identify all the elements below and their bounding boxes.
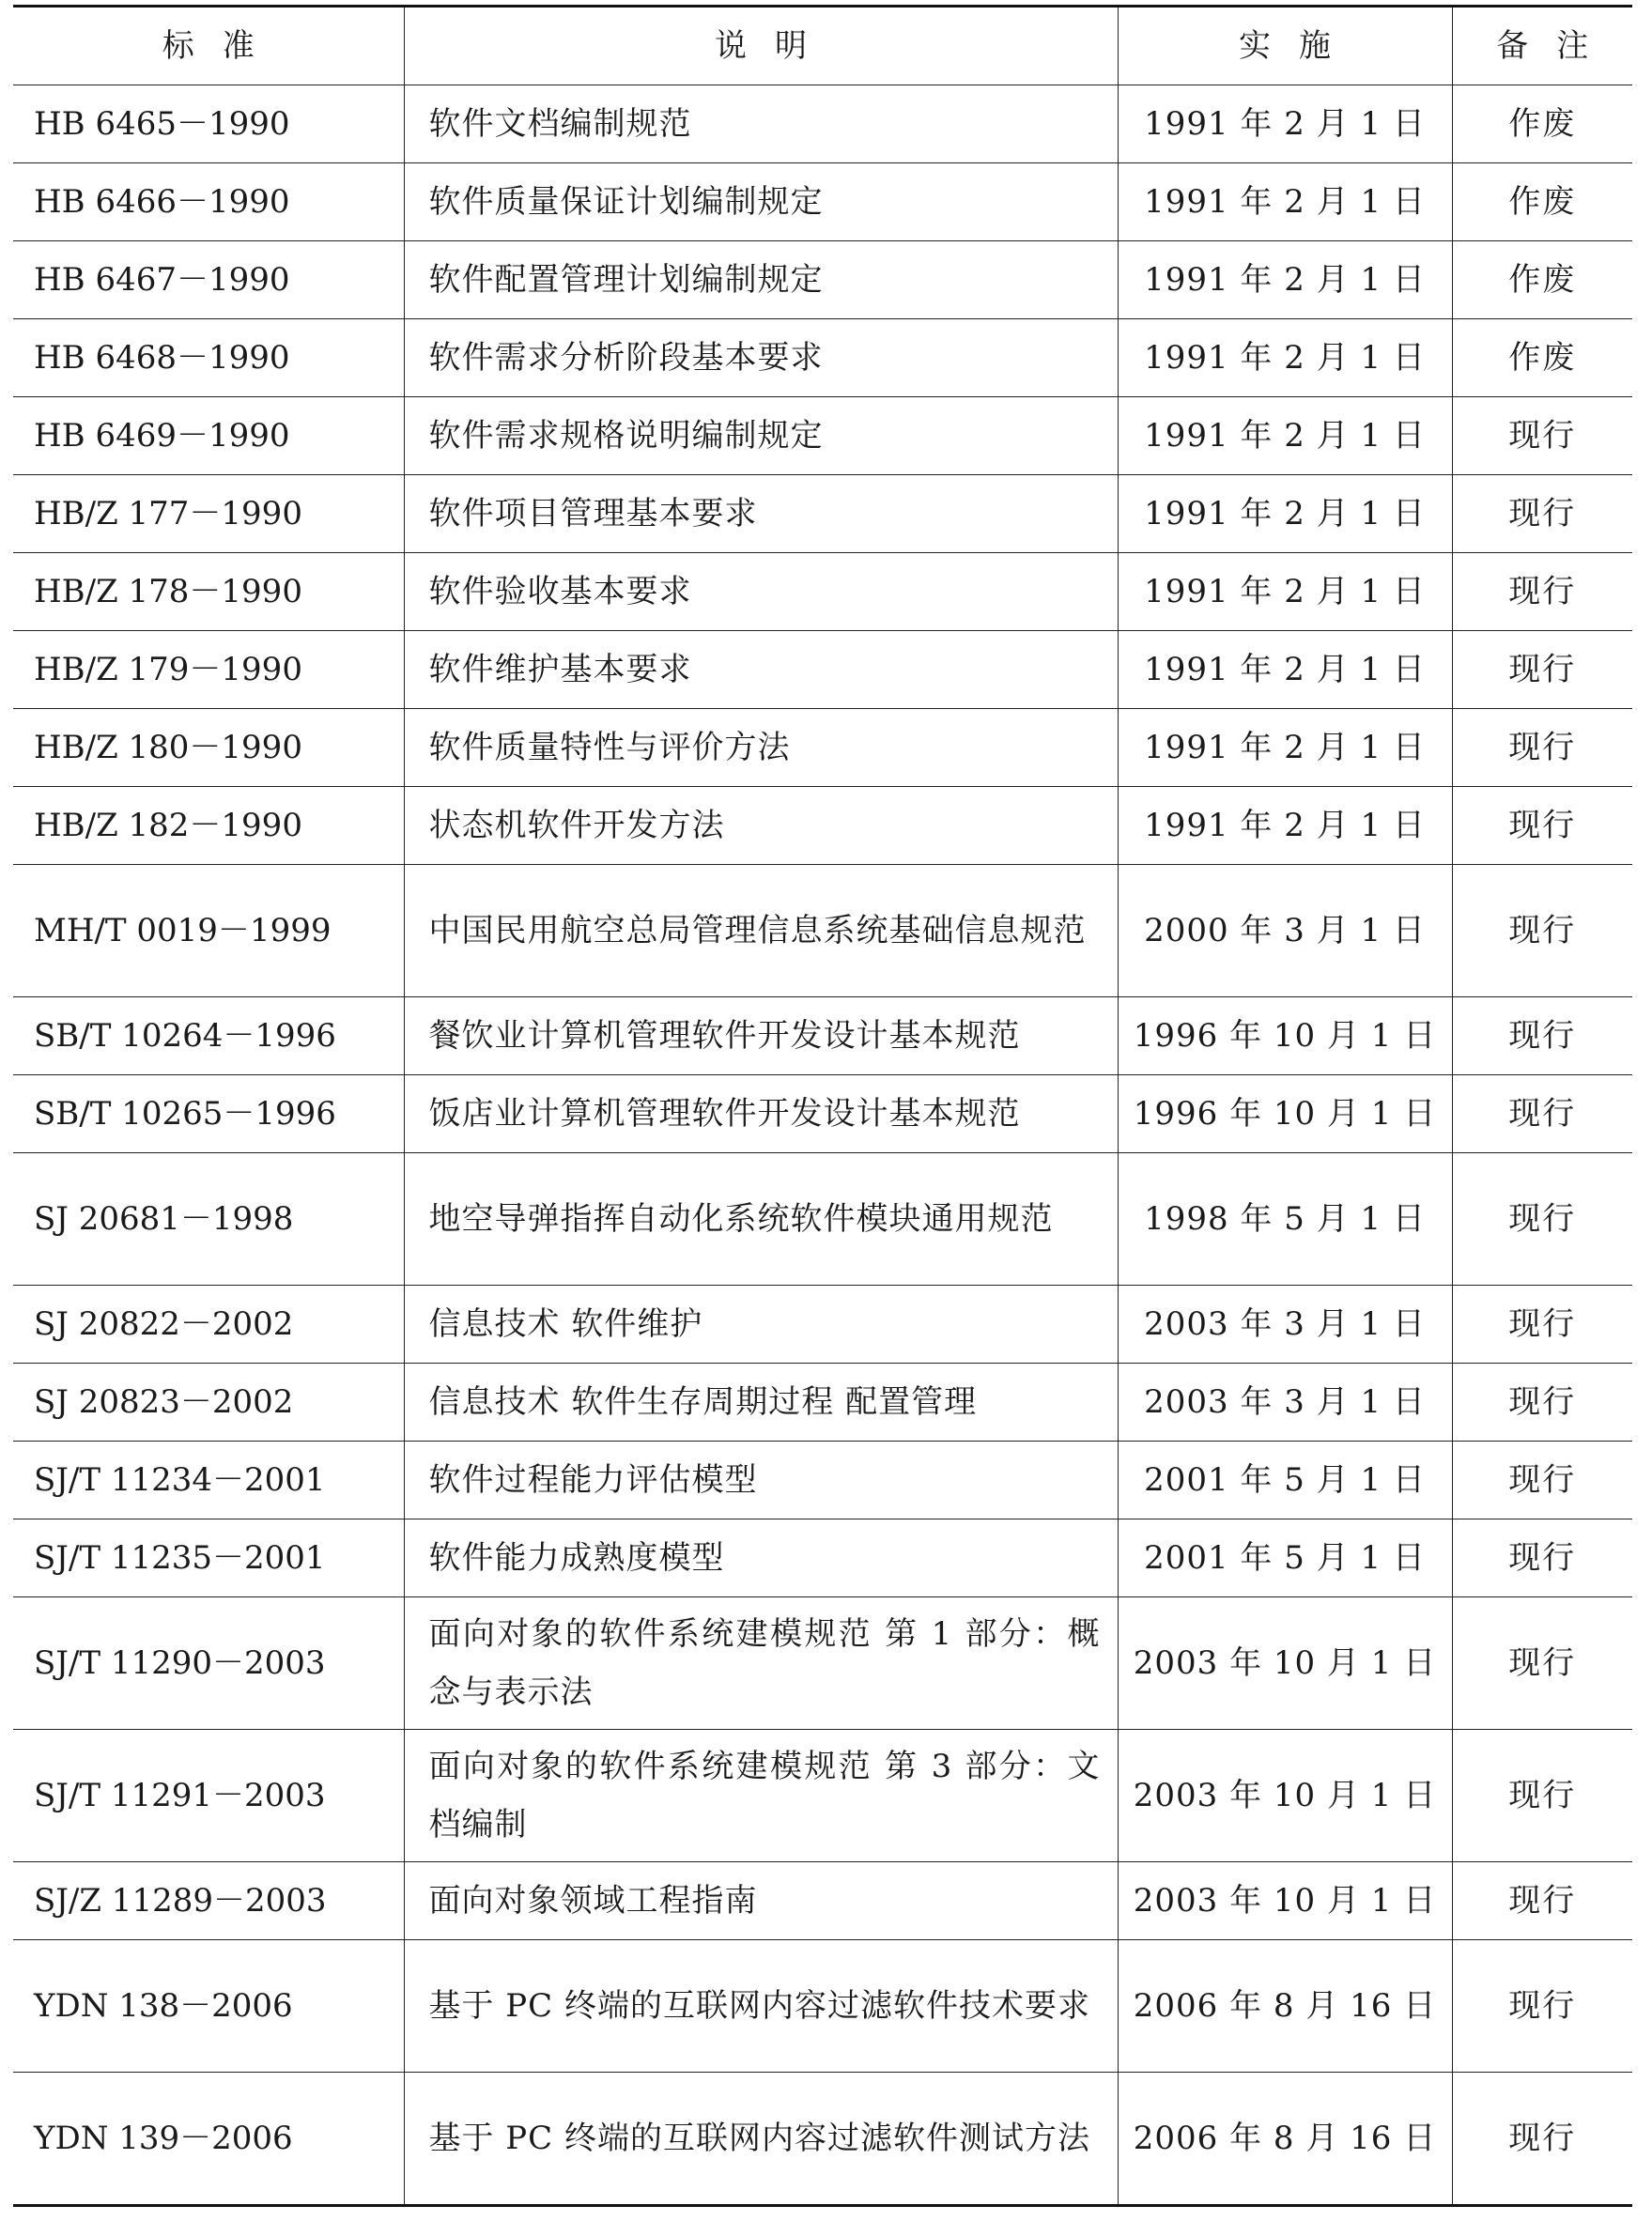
table-row	[13, 631, 1632, 709]
table-row	[13, 319, 1632, 397]
remark-cell: 作废	[1452, 319, 1632, 397]
table-row	[13, 241, 1632, 319]
effective-date-cell: 1996 年 10 月 1 日	[1118, 1075, 1452, 1153]
standard-code-cell: HB/Z 178－1990	[13, 553, 404, 631]
description-cell: 软件配置管理计划编制规定	[404, 241, 1118, 319]
standard-code-cell: HB/Z 180－1990	[13, 709, 404, 787]
table-row	[13, 1442, 1632, 1519]
table-row	[13, 1364, 1632, 1442]
standard-code-cell: SB/T 10264－1996	[13, 997, 404, 1075]
table-row	[13, 1286, 1632, 1364]
standard-code-cell: HB 6466－1990	[13, 163, 404, 241]
standard-code-cell: HB/Z 177－1990	[13, 475, 404, 553]
remark-cell: 现行	[1452, 1286, 1632, 1364]
remark-cell: 现行	[1452, 865, 1632, 997]
description-cell: 软件能力成熟度模型	[404, 1519, 1118, 1597]
description-cell: 信息技术 软件生存周期过程 配置管理	[404, 1364, 1118, 1442]
effective-date-cell: 2001 年 5 月 1 日	[1118, 1442, 1452, 1519]
description-cell: 软件需求规格说明编制规定	[404, 397, 1118, 475]
description-cell: 基于 PC 终端的互联网内容过滤软件测试方法	[404, 2073, 1118, 2206]
remark-cell: 现行	[1452, 1075, 1632, 1153]
standard-code-cell: YDN 139－2006	[13, 2073, 404, 2206]
table-row	[13, 1940, 1632, 2073]
remark-cell: 现行	[1452, 631, 1632, 709]
header-remark: 备注	[1452, 7, 1632, 85]
description-cell: 状态机软件开发方法	[404, 787, 1118, 865]
description-cell: 地空导弹指挥自动化系统软件模块通用规范	[404, 1153, 1118, 1286]
standard-code-cell: SJ/Z 11289－2003	[13, 1862, 404, 1940]
effective-date-cell: 1991 年 2 月 1 日	[1118, 553, 1452, 631]
table-row	[13, 163, 1632, 241]
table-row	[13, 397, 1632, 475]
remark-cell: 现行	[1452, 2073, 1632, 2206]
standards-table	[13, 5, 1632, 2207]
remark-cell: 现行	[1452, 1442, 1632, 1519]
effective-date-cell: 1991 年 2 月 1 日	[1118, 397, 1452, 475]
table-row	[13, 1153, 1632, 1286]
remark-cell: 现行	[1452, 1940, 1632, 2073]
table-row	[13, 475, 1632, 553]
table-row	[13, 1519, 1632, 1597]
table-row	[13, 2073, 1632, 2206]
table-row	[13, 709, 1632, 787]
table-row	[13, 1597, 1632, 1730]
description-cell: 餐饮业计算机管理软件开发设计基本规范	[404, 997, 1118, 1075]
effective-date-cell: 2006 年 8 月 16 日	[1118, 1940, 1452, 2073]
effective-date-cell: 2000 年 3 月 1 日	[1118, 865, 1452, 997]
standard-code-cell: HB 6467－1990	[13, 241, 404, 319]
remark-cell: 作废	[1452, 85, 1632, 163]
remark-cell: 现行	[1452, 997, 1632, 1075]
effective-date-cell: 2003 年 3 月 1 日	[1118, 1286, 1452, 1364]
effective-date-cell: 1991 年 2 月 1 日	[1118, 631, 1452, 709]
standard-code-cell: SJ/T 11291－2003	[13, 1730, 404, 1862]
remark-cell: 现行	[1452, 1862, 1632, 1940]
effective-date-cell: 1998 年 5 月 1 日	[1118, 1153, 1452, 1286]
description-cell: 软件文档编制规范	[404, 85, 1118, 163]
effective-date-cell: 1991 年 2 月 1 日	[1118, 241, 1452, 319]
standard-code-cell: SJ/T 11234－2001	[13, 1442, 404, 1519]
description-cell: 饭店业计算机管理软件开发设计基本规范	[404, 1075, 1118, 1153]
table-row	[13, 787, 1632, 865]
description-cell: 面向对象的软件系统建模规范 第 1 部分：概念与表示法	[404, 1597, 1118, 1730]
effective-date-cell: 1991 年 2 月 1 日	[1118, 163, 1452, 241]
standard-code-cell: HB/Z 179－1990	[13, 631, 404, 709]
remark-cell: 现行	[1452, 553, 1632, 631]
standard-code-cell: MH/T 0019－1999	[13, 865, 404, 997]
remark-cell: 现行	[1452, 1597, 1632, 1730]
remark-cell: 作废	[1452, 241, 1632, 319]
standard-code-cell: YDN 138－2006	[13, 1940, 404, 2073]
description-cell: 面向对象的软件系统建模规范 第 3 部分：文档编制	[404, 1730, 1118, 1862]
table-row	[13, 553, 1632, 631]
effective-date-cell: 1991 年 2 月 1 日	[1118, 709, 1452, 787]
effective-date-cell: 1991 年 2 月 1 日	[1118, 319, 1452, 397]
remark-cell: 现行	[1452, 397, 1632, 475]
header-standard: 标准	[13, 7, 404, 85]
standard-code-cell: HB/Z 182－1990	[13, 787, 404, 865]
effective-date-cell: 2003 年 10 月 1 日	[1118, 1597, 1452, 1730]
effective-date-cell: 1991 年 2 月 1 日	[1118, 787, 1452, 865]
standard-code-cell: SJ 20823－2002	[13, 1364, 404, 1442]
table-row	[13, 85, 1632, 163]
table-row	[13, 997, 1632, 1075]
standard-code-cell: SJ/T 11235－2001	[13, 1519, 404, 1597]
description-cell: 软件质量保证计划编制规定	[404, 163, 1118, 241]
description-cell: 软件维护基本要求	[404, 631, 1118, 709]
table-body	[13, 85, 1632, 2206]
description-cell: 软件质量特性与评价方法	[404, 709, 1118, 787]
description-cell: 基于 PC 终端的互联网内容过滤软件技术要求	[404, 1940, 1118, 2073]
description-cell: 软件验收基本要求	[404, 553, 1118, 631]
description-cell: 面向对象领域工程指南	[404, 1862, 1118, 1940]
effective-date-cell: 2001 年 5 月 1 日	[1118, 1519, 1452, 1597]
effective-date-cell: 2003 年 10 月 1 日	[1118, 1730, 1452, 1862]
header-row	[13, 7, 1632, 85]
effective-date-cell: 1991 年 2 月 1 日	[1118, 475, 1452, 553]
standard-code-cell: SJ 20681－1998	[13, 1153, 404, 1286]
standard-code-cell: SJ/T 11290－2003	[13, 1597, 404, 1730]
description-cell: 软件过程能力评估模型	[404, 1442, 1118, 1519]
effective-date-cell: 2003 年 10 月 1 日	[1118, 1862, 1452, 1940]
table-row	[13, 1075, 1632, 1153]
description-cell: 软件需求分析阶段基本要求	[404, 319, 1118, 397]
remark-cell: 现行	[1452, 1519, 1632, 1597]
effective-date-cell: 1996 年 10 月 1 日	[1118, 997, 1452, 1075]
table-row	[13, 1730, 1632, 1862]
effective-date-cell: 1991 年 2 月 1 日	[1118, 85, 1452, 163]
remark-cell: 现行	[1452, 787, 1632, 865]
standard-code-cell: HB 6469－1990	[13, 397, 404, 475]
description-cell: 软件项目管理基本要求	[404, 475, 1118, 553]
standard-code-cell: HB 6465－1990	[13, 85, 404, 163]
description-cell: 信息技术 软件维护	[404, 1286, 1118, 1364]
description-cell: 中国民用航空总局管理信息系统基础信息规范	[404, 865, 1118, 997]
header-description: 说明	[404, 7, 1118, 85]
remark-cell: 现行	[1452, 475, 1632, 553]
table-row	[13, 1862, 1632, 1940]
effective-date-cell: 2003 年 3 月 1 日	[1118, 1364, 1452, 1442]
effective-date-cell: 2006 年 8 月 16 日	[1118, 2073, 1452, 2206]
remark-cell: 现行	[1452, 1730, 1632, 1862]
remark-cell: 现行	[1452, 1364, 1632, 1442]
remark-cell: 现行	[1452, 709, 1632, 787]
remark-cell: 作废	[1452, 163, 1632, 241]
header-effective-date: 实施	[1118, 7, 1452, 85]
standard-code-cell: HB 6468－1990	[13, 319, 404, 397]
standard-code-cell: SB/T 10265－1996	[13, 1075, 404, 1153]
remark-cell: 现行	[1452, 1153, 1632, 1286]
standard-code-cell: SJ 20822－2002	[13, 1286, 404, 1364]
table-row	[13, 865, 1632, 997]
